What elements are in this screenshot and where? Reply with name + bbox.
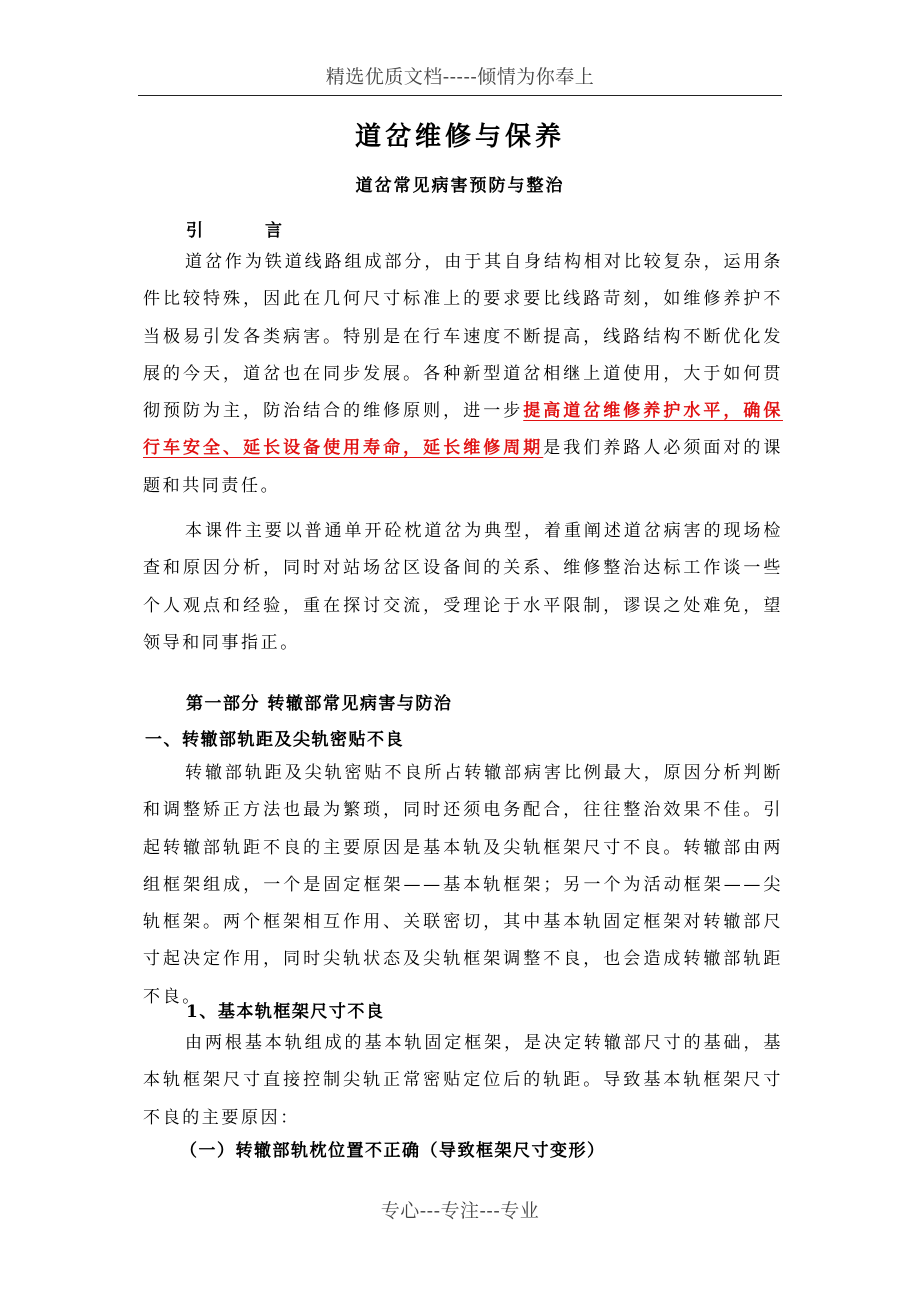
intro-para1-highlight: 提高道岔维修养护水平，确保行车安全、延长设备使用寿命，延长维修周期	[143, 401, 783, 459]
document-subtitle: 道岔常见病害预防与整治	[355, 176, 565, 196]
page-footer: 专心---专注---专业	[380, 1200, 540, 1222]
page-header: 精选优质文档-----倾情为你奉上	[325, 66, 595, 88]
intro-paragraph-1	[143, 244, 783, 505]
header-divider	[138, 95, 782, 96]
intro-para2-text: 本课件主要以普通单开砼枕道岔为典型，着重阐述道岔病害的现场检查和原因分析，同时对站场岔区设备间的关系、维修整治达标工作谈一些个人观点和经验，重在探讨交流，受理论于水平限制，谬误之处难免，望领导和同事指正。	[143, 521, 783, 653]
subsection1-heading: 1、基本轨框架尺寸不良	[186, 1002, 385, 1022]
intro-para1-text-b: 是我们养路人必须面对的课题和共同责任。	[143, 438, 784, 496]
part1-heading: 第一部分 转辙部常见病害与防治	[186, 694, 453, 714]
section1-paragraph	[143, 755, 783, 1016]
section1-heading: 一、转辙部轨距及尖轨密贴不良	[145, 730, 404, 750]
intro-heading	[186, 216, 282, 241]
document-title: 道岔维修与保养	[354, 122, 565, 152]
subsection1-item1-heading: （一）转辙部轨枕位置不正确（导致框架尺寸变形）	[180, 1141, 606, 1161]
subsection1-para-text: 由两根基本轨组成的基本轨固定框架，是决定转辙部尺寸的基础，基本轨框架尺寸直接控制尖轨正常密贴定位后的轨距。导致基本轨框架尺寸不良的主要原因：	[143, 1033, 783, 1128]
intro-heading-char1: 引	[186, 221, 203, 241]
section1-para-text: 转辙部轨距及尖轨密贴不良所占转辙部病害比例最大，原因分析判断和调整矫正方法也最为繁琐，同时还须电务配合，往往整治效果不佳。引起转辙部轨距不良的主要原因是基本轨及尖轨框架尺寸不良。转辙部由两组框架组成，一个是固定框架——基本轨框架；另一个为活动框架——尖轨框架。两个框架相互作用、关联密切，其中基本轨固定框架对转辙部尺寸起决定作用，同时尖轨状态及尖轨框架调整不良，也会造成转辙部轨距不良。	[143, 763, 783, 1007]
intro-paragraph-2	[143, 513, 783, 662]
intro-para1-text-a: 道岔作为铁道线路组成部分，由于其自身结构相对比较复杂，运用条件比较特殊，因此在几何尺寸标准上的要求要比线路苛刻，如维修养护不当极易引发各类病害。特别是在行车速度不断提高，线路结构不断优化发展的今天，道岔也在同步发展。各种新型道岔相继上道使用，大于如何贯彻预防为主，防治结合的维修原则，进一步	[143, 252, 783, 422]
subsection1-paragraph	[143, 1025, 783, 1137]
intro-heading-char2: 言	[265, 221, 282, 241]
